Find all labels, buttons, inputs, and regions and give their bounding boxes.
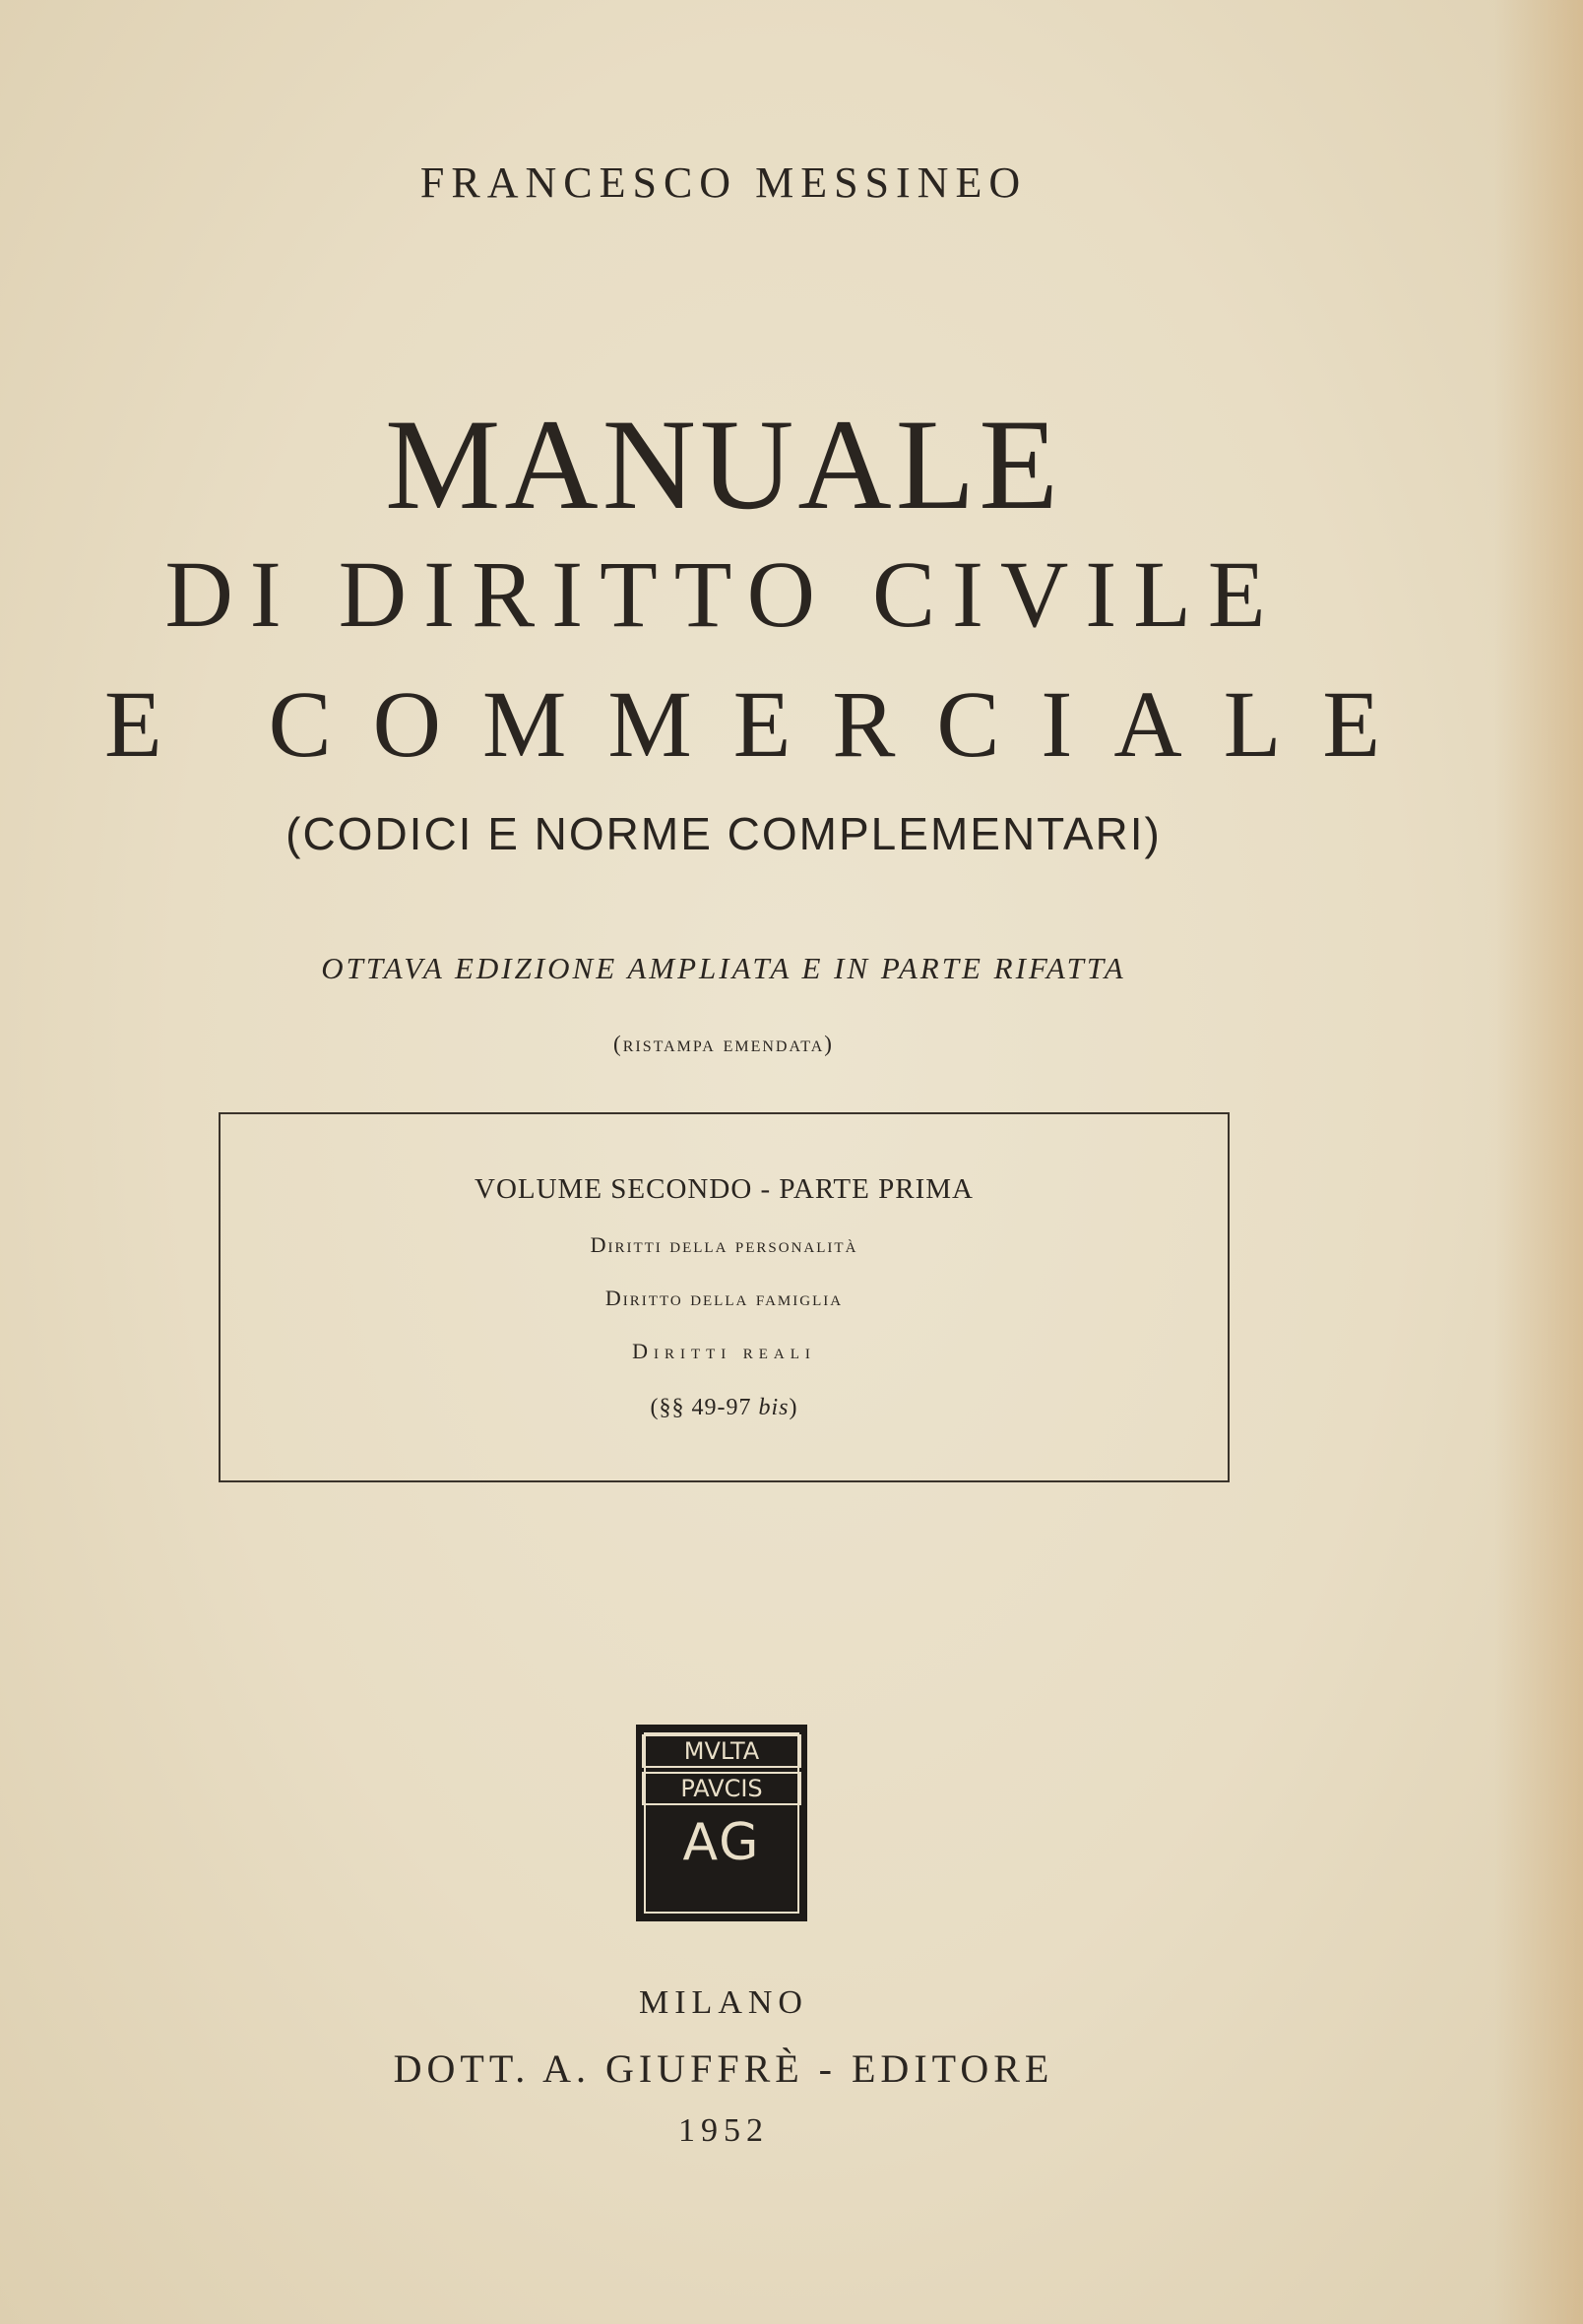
volume-heading: VOLUME SECONDO - PARTE PRIMA bbox=[475, 1173, 974, 1205]
book-subtitle: (CODICI E NORME COMPLEMENTARI) bbox=[285, 808, 1162, 859]
book-title-line-1: MANUALE bbox=[385, 392, 1062, 536]
sections-italic: bis bbox=[758, 1395, 790, 1420]
volume-topic: Diritti reali bbox=[632, 1339, 816, 1363]
volume-sections bbox=[221, 1395, 1228, 1421]
imprint-year: 1952 bbox=[678, 2112, 769, 2149]
volume-topic: Diritti della personalità bbox=[590, 1232, 858, 1257]
volume-topic: Diritto della famiglia bbox=[604, 1286, 844, 1310]
author-name: FRANCESCO MESSINEO bbox=[419, 158, 1028, 207]
logo-motto-line-1: MVLTA bbox=[642, 1734, 801, 1768]
logo-monogram: AG bbox=[682, 1813, 761, 1872]
publisher-logo bbox=[636, 1725, 807, 1921]
reprint-note: (ristampa emendata) bbox=[613, 1032, 834, 1056]
logo-motto-line-2: PAVCIS bbox=[642, 1772, 801, 1805]
sections-prefix: (§§ 49-97 bbox=[650, 1395, 759, 1420]
imprint-city: MILANO bbox=[639, 1984, 808, 2021]
book-title-line-3: E COMMERCIALE bbox=[104, 671, 1422, 777]
sections-suffix: ) bbox=[789, 1395, 798, 1420]
imprint-publisher: DOTT. A. GIUFFRÈ - EDITORE bbox=[393, 2046, 1054, 2091]
edition-statement: OTTAVA EDIZIONE AMPLIATA E IN PARTE RIFATTA bbox=[321, 951, 1126, 985]
volume-box bbox=[219, 1112, 1230, 1482]
book-title-line-2: DI DIRITTO CIVILE bbox=[164, 541, 1283, 647]
